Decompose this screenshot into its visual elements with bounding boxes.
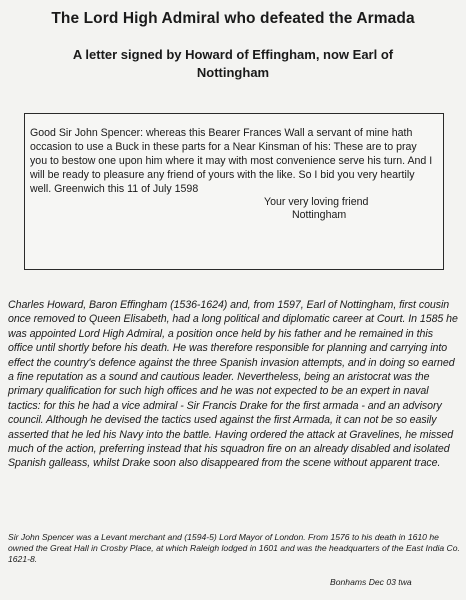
- page-title: The Lord High Admiral who defeated the Armada: [51, 10, 415, 27]
- page-subtitle: A letter signed by Howard of Effingham, now Earl of Nottingham: [72, 47, 394, 80]
- letter-transcription-box: [24, 113, 444, 270]
- letter-signature: Nottingham: [292, 209, 347, 221]
- source-credit: Bonhams Dec 03 twa: [330, 577, 412, 587]
- letter-closing: Your very loving friend: [264, 196, 369, 208]
- footnote-paragraph: Sir John Spencer was a Levant merchant and (1594-5) Lord Mayor of London. From 1576 to his death in 1610 he owned the Great Hall in Crosby Place, at which Raleigh lodged in 1601 and was the headquarters of the East India Co. 1621-8.: [8, 532, 460, 565]
- letter-body: Good Sir John Spencer: whereas this Bearer Frances Wall a servant of mine hath occasion to use a Buck in these parts for a Near Kinsman of his: These are to pray you to bestow one upon him where it may with most convenience serve his turn. And I will be ready to pleasure any friend of yours with the like. So I bid you very heartily well. Greenwich this 11 of July 1598: [30, 127, 433, 195]
- letter-signoff: [264, 196, 433, 222]
- biography-paragraph: Charles Howard, Baron Effingham (1536-1624) and, from 1597, Earl of Nottingham, first cousin once removed to Queen Elisabeth, had a long political and diplomatic career at Court. In 1585 he was appointed Lord High Admiral, a position once held by his father and he remained in this office until shortly before his death. He was therefore responsible for planning and carrying into effect the country's defence against the three Spanish invasion attempts, and in doing so earned a fine reputation as a sound and cautious leader. Nevertheless, being an aristocrat was the primary qualification for such high offices and he was not expected to be an expert in naval tactics: for this he had a vice admiral - Sir Francis Drake for the first armada - and an advisory council. Although he devised the tactics used against the first Armada, it can not be so easily asserted that he led his Navy into the battle. Having ordered the attack at Gravelines, he missed much of the action, preferring instead that his squadron fire on an already disabled and isolated Spanish galleass, whilst Drake soon also disappeared from the scene without apparent trace.: [8, 299, 458, 470]
